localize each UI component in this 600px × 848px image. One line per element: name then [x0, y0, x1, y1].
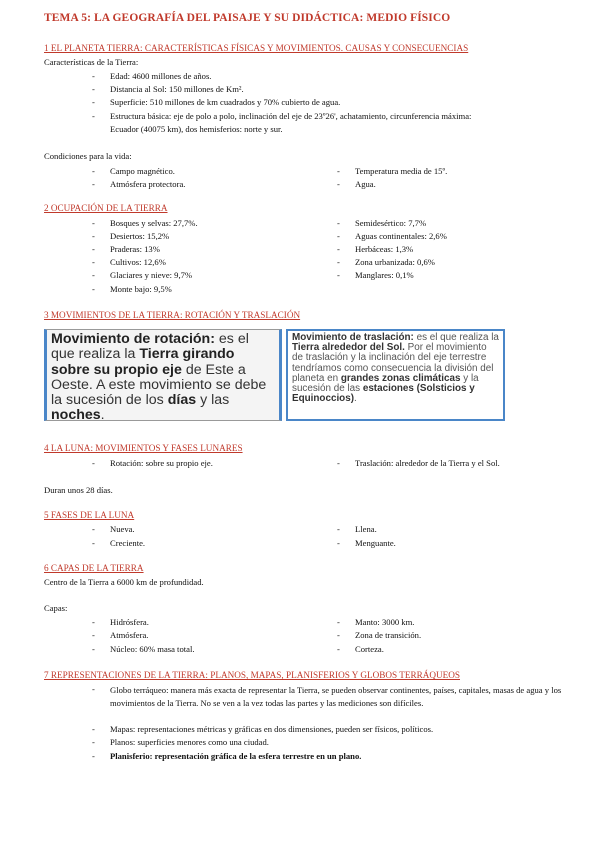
bullet-dash: - — [92, 97, 95, 107]
bullet-dash: - — [337, 166, 340, 176]
s6-right-item: Manto: 3000 km. — [355, 617, 415, 627]
section-6-heading: 6 CAPAS DE LA TIERRA — [44, 563, 144, 573]
s2-right-item: Manglares: 0,1% — [355, 270, 414, 280]
cond-right-item: Agua. — [355, 179, 376, 189]
s2-left-item: Cultivos: 12,6% — [110, 257, 166, 267]
s7-item: Mapas: representaciones métricas y gráficas en dos dimensiones, pueden ser físicos, políticos. — [110, 724, 434, 734]
translation-image-box — [286, 329, 505, 421]
bullet-dash: - — [337, 538, 340, 548]
s2-left-item: Bosques y selvas: 27,7%. — [110, 218, 198, 228]
s2-right-item: Aguas continentales: 2,6% — [355, 231, 447, 241]
s7-item: Planisferio: representación gráfica de la esfera terrestre en un plano. — [110, 751, 362, 761]
bullet-dash: - — [92, 84, 95, 94]
bullet-dash: - — [92, 644, 95, 654]
bullet-dash: - — [337, 179, 340, 189]
bullet-dash: - — [337, 458, 340, 468]
bullet-dash: - — [92, 684, 95, 694]
bullet-dash: - — [92, 737, 95, 747]
cond-right-item: Temperatura media de 15º. — [355, 166, 448, 176]
bullet-dash: - — [92, 166, 95, 176]
cond-left-item: Campo magnético. — [110, 166, 175, 176]
s1-item: Superficie: 510 millones de km cuadrados y 70% cubierto de agua. — [110, 97, 341, 107]
section-4-heading: 4 LA LUNA: MOVIMIENTOS Y FASES LUNARES — [44, 443, 243, 453]
s6-capas: Capas: — [44, 603, 68, 613]
s1-item-cont: Ecuador (40075 km), dos hemisferios: norte y sur. — [110, 124, 283, 134]
bullet-dash: - — [337, 218, 340, 228]
bullet-dash: - — [92, 218, 95, 228]
translation-text: Por el movimiento de traslación y la inclinación del eje terrestre tendríamos como consecuencia la división del planeta en — [292, 342, 494, 384]
s5-right-item: Llena. — [355, 524, 377, 534]
s5-left-item: Nueva. — [110, 524, 135, 534]
cond-left-item: Atmósfera protectora. — [110, 179, 186, 189]
section-1-heading: 1 EL PLANETA TIERRA: CARACTERÍSTICAS FÍSICAS Y MOVIMIENTOS. CAUSAS Y CONSECUENCIAS — [44, 43, 469, 53]
bullet-dash: - — [337, 270, 340, 280]
bullet-dash: - — [337, 231, 340, 241]
s6-right-item: Corteza. — [355, 644, 384, 654]
s6-right-item: Zona de transición. — [355, 630, 422, 640]
rotation-term: Movimiento de rotación: — [51, 331, 215, 347]
s2-left-item: Glaciares y nieve: 9,7% — [110, 270, 193, 280]
s6-intro: Centro de la Tierra a 6000 km de profundidad. — [44, 577, 204, 587]
bullet-dash: - — [337, 644, 340, 654]
rotation-emph: noches — [51, 407, 101, 424]
bullet-dash: - — [92, 617, 95, 627]
bullet-dash: - — [337, 257, 340, 267]
rotation-emph: días — [167, 392, 197, 409]
s2-left-item: Desiertos: 15,2% — [110, 231, 170, 241]
section-3-heading: 3 MOVIMIENTOS DE LA TIERRA: ROTACIÓN Y TRASLACIÓN — [44, 310, 301, 320]
s1-item: Distancia al Sol: 150 millones de Km². — [110, 84, 244, 94]
bullet-dash: - — [92, 244, 95, 254]
translation-text: y la sucesión de las — [292, 372, 479, 395]
section-2-heading: 2 OCUPACIÓN DE LA TIERRA — [44, 203, 168, 213]
s2-left-item: Monte bajo: 9,5% — [110, 284, 172, 294]
bullet-dash: - — [92, 111, 95, 121]
translation-text: . — [354, 393, 357, 405]
s1-item: Estructura básica: eje de polo a polo, inclinación del eje de 23º26', achatamiento, circunferencia máxima: — [110, 111, 472, 121]
bullet-dash: - — [92, 231, 95, 241]
translation-text: es el que realiza la — [413, 332, 499, 343]
s4-right-item: Traslación: alrededor de la Tierra y el Sol. — [355, 458, 500, 468]
s1-intro: Características de la Tierra: — [44, 57, 139, 67]
s4-note: Duran unos 28 días. — [44, 485, 113, 495]
bullet-dash: - — [337, 630, 340, 640]
page-title: TEMA 5: LA GEOGRAFÍA DEL PAISAJE Y SU DIDÁCTICA: MEDIO FÍSICO — [44, 12, 451, 24]
translation-emph: Tierra alrededor del Sol. — [292, 342, 405, 354]
bullet-dash: - — [337, 524, 340, 534]
bullet-dash: - — [92, 257, 95, 267]
bullet-dash: - — [92, 724, 95, 734]
s1-item: Edad: 4600 millones de años. — [110, 71, 212, 81]
bullet-dash: - — [337, 617, 340, 627]
translation-emph: grandes zonas climáticas — [340, 372, 461, 384]
s7-item: Planos: superficies menores como una ciudad. — [110, 737, 269, 747]
s6-left-item: Hidrósfera. — [110, 617, 149, 627]
rotation-emph: Tierra girando sobre su propio eje — [51, 346, 235, 378]
rotation-text: de Este a Oeste. A este movimiento se debe la sucesión de los — [51, 361, 267, 409]
s4-left-item: Rotación: sobre su propio eje. — [110, 458, 213, 468]
bullet-dash: - — [92, 179, 95, 189]
rotation-text: . — [100, 407, 105, 424]
s6-left-item: Núcleo: 60% masa total. — [110, 644, 195, 654]
s6-left-item: Atmósfera. — [110, 630, 149, 640]
bullet-dash: - — [92, 630, 95, 640]
bullet-dash: - — [92, 458, 95, 468]
rotation-text: es el que realiza la — [51, 331, 249, 363]
s2-right-item: Herbáceas: 1,3% — [355, 244, 414, 254]
s2-left-item: Praderas: 13% — [110, 244, 160, 254]
rotation-image-box — [44, 329, 282, 424]
bullet-dash: - — [92, 538, 95, 548]
section-5-heading: 5 FASES DE LA LUNA — [44, 510, 135, 520]
bullet-dash: - — [92, 751, 95, 761]
bullet-dash: - — [337, 244, 340, 254]
s5-right-item: Menguante. — [355, 538, 396, 548]
translation-term: Movimiento de traslación: — [292, 332, 414, 343]
section-7-heading: 7 REPRESENTACIONES DE LA TIERRA: PLANOS, MAPAS, PLANISFERIOS Y GLOBOS TERRÁQUEOS — [44, 670, 460, 680]
s7-item: Globo terráqueo: manera más exacta de representar la Tierra, se pueden observar continentes, países, capitales, masas de agua y los movimientos de la Tierra. No se ven a la vez todas las partes y las mediciones son difíciles. — [110, 685, 562, 709]
s2-right-item: Zona urbanizada: 0,6% — [355, 257, 435, 267]
bullet-dash: - — [92, 284, 95, 294]
s1-cond-intro: Condiciones para la vida: — [44, 151, 132, 161]
rotation-text: y las — [196, 392, 230, 409]
s5-left-item: Creciente. — [110, 538, 146, 548]
bullet-dash: - — [92, 524, 95, 534]
translation-emph: estaciones (Solsticios y Equinoccios) — [292, 383, 475, 405]
s2-right-item: Semidesértico: 7,7% — [355, 218, 427, 228]
bullet-dash: - — [92, 270, 95, 280]
bullet-dash: - — [92, 71, 95, 81]
